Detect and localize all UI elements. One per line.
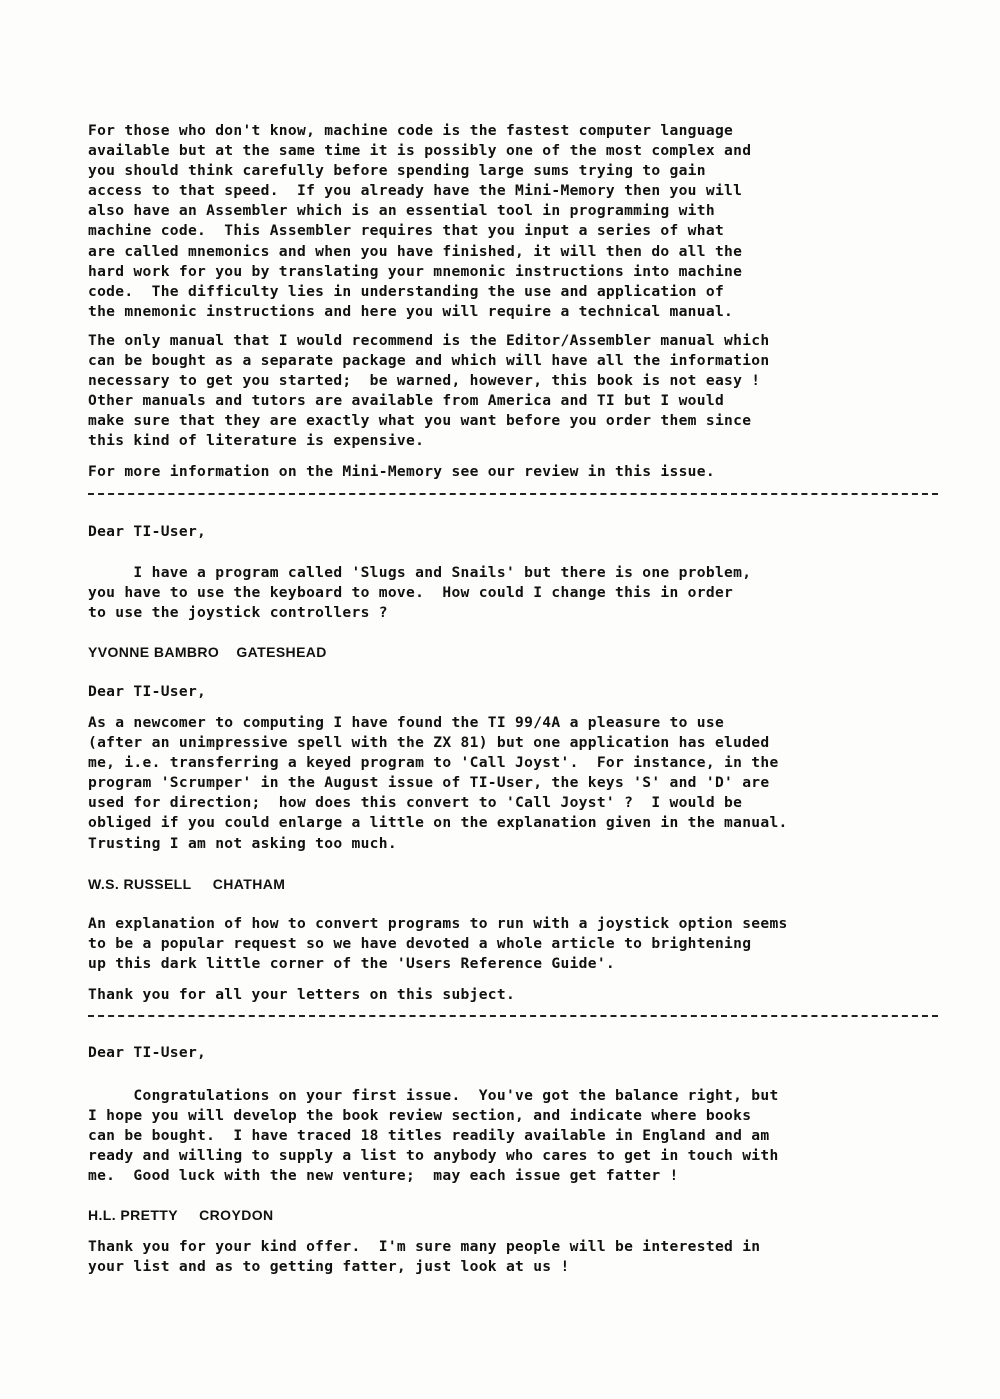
letter-salutation: Dear TI-User,: [88, 683, 207, 700]
letter-signature: YVONNE BAMBRO GATESHEAD: [88, 644, 327, 660]
reply-paragraph: Thank you for your kind offer. I'm sure many people will be interested in your list and as to getting fatter, just look at us !: [88, 1238, 761, 1276]
reply-paragraph: An explanation of how to convert programs to run with a joystick option seems to be a popular request so we have devoted a whole article to brightening up this dark little corner of the 'Users Reference Guide'.: [88, 915, 788, 973]
letter-body: As a newcomer to computing I have found the TI 99/4A a pleasure to use (after an unimpressive spell with the ZX 81) but one application has eluded me, i.e. transferring a keyed program to 'Call Joyst'. For instance, in the program 'Scrumper' in the August issue of TI-User, the keys 'S' and 'D' are used for direction; how does this convert to 'Call Joyst' ? I would be obliged if you could enlarge a little on the explanation given in the manual. Trusting I am not asking too much.: [88, 714, 788, 852]
letter-salutation: Dear TI-User,: [88, 523, 207, 540]
letter-body: Congratulations on your first issue. You've got the balance right, but I hope you will develop the book review section, and indicate where books can be bought. I have traced 18 titles readily available in England and am ready and willing to supply a list to anybody who cares to get in touch with me. Good luck with the new venture; may each issue get fatter !: [88, 1087, 779, 1185]
reply-paragraph: The only manual that I would recommend is the Editor/Assembler manual which can be bought as a separate package and which will have all the information necessary to get you started; be warned, however, this book is not easy ! Other manuals and tutors are available from America and TI but I would make sure that they are exactly what you want before you order them since this kind of literature is expensive.: [88, 332, 770, 450]
letter-body: I have a program called 'Slugs and Snails' but there is one problem, you have to use the keyboard to move. How could I change this in order to use the joystick controllers ?: [88, 564, 752, 622]
section-divider: [88, 493, 938, 495]
reply-paragraph: Thank you for all your letters on this subject.: [88, 986, 516, 1003]
reply-paragraph: For those who don't know, machine code is the fastest computer language available but at the same time it is possibly one of the most complex and you should think carefully before spending large sums trying to gain access to that speed. If you already have the Mini-Memory then you will also have an Assembler which is an essential tool in programming with machine code. This Assembler requires that you input a series of what are called mnemonics and when you have finished, it will then do all the hard work for you by translating your mnemonic instructions into machine code. The difficulty lies in understanding the use and application of the mnemonic instructions and here you will require a technical manual.: [88, 122, 752, 320]
reply-paragraph: For more information on the Mini-Memory see our review in this issue.: [88, 463, 715, 480]
letter-signature: H.L. PRETTY CROYDON: [88, 1207, 274, 1223]
section-divider: [88, 1015, 938, 1017]
letter-salutation: Dear TI-User,: [88, 1044, 207, 1061]
letter-signature: W.S. RUSSELL CHATHAM: [88, 876, 286, 892]
